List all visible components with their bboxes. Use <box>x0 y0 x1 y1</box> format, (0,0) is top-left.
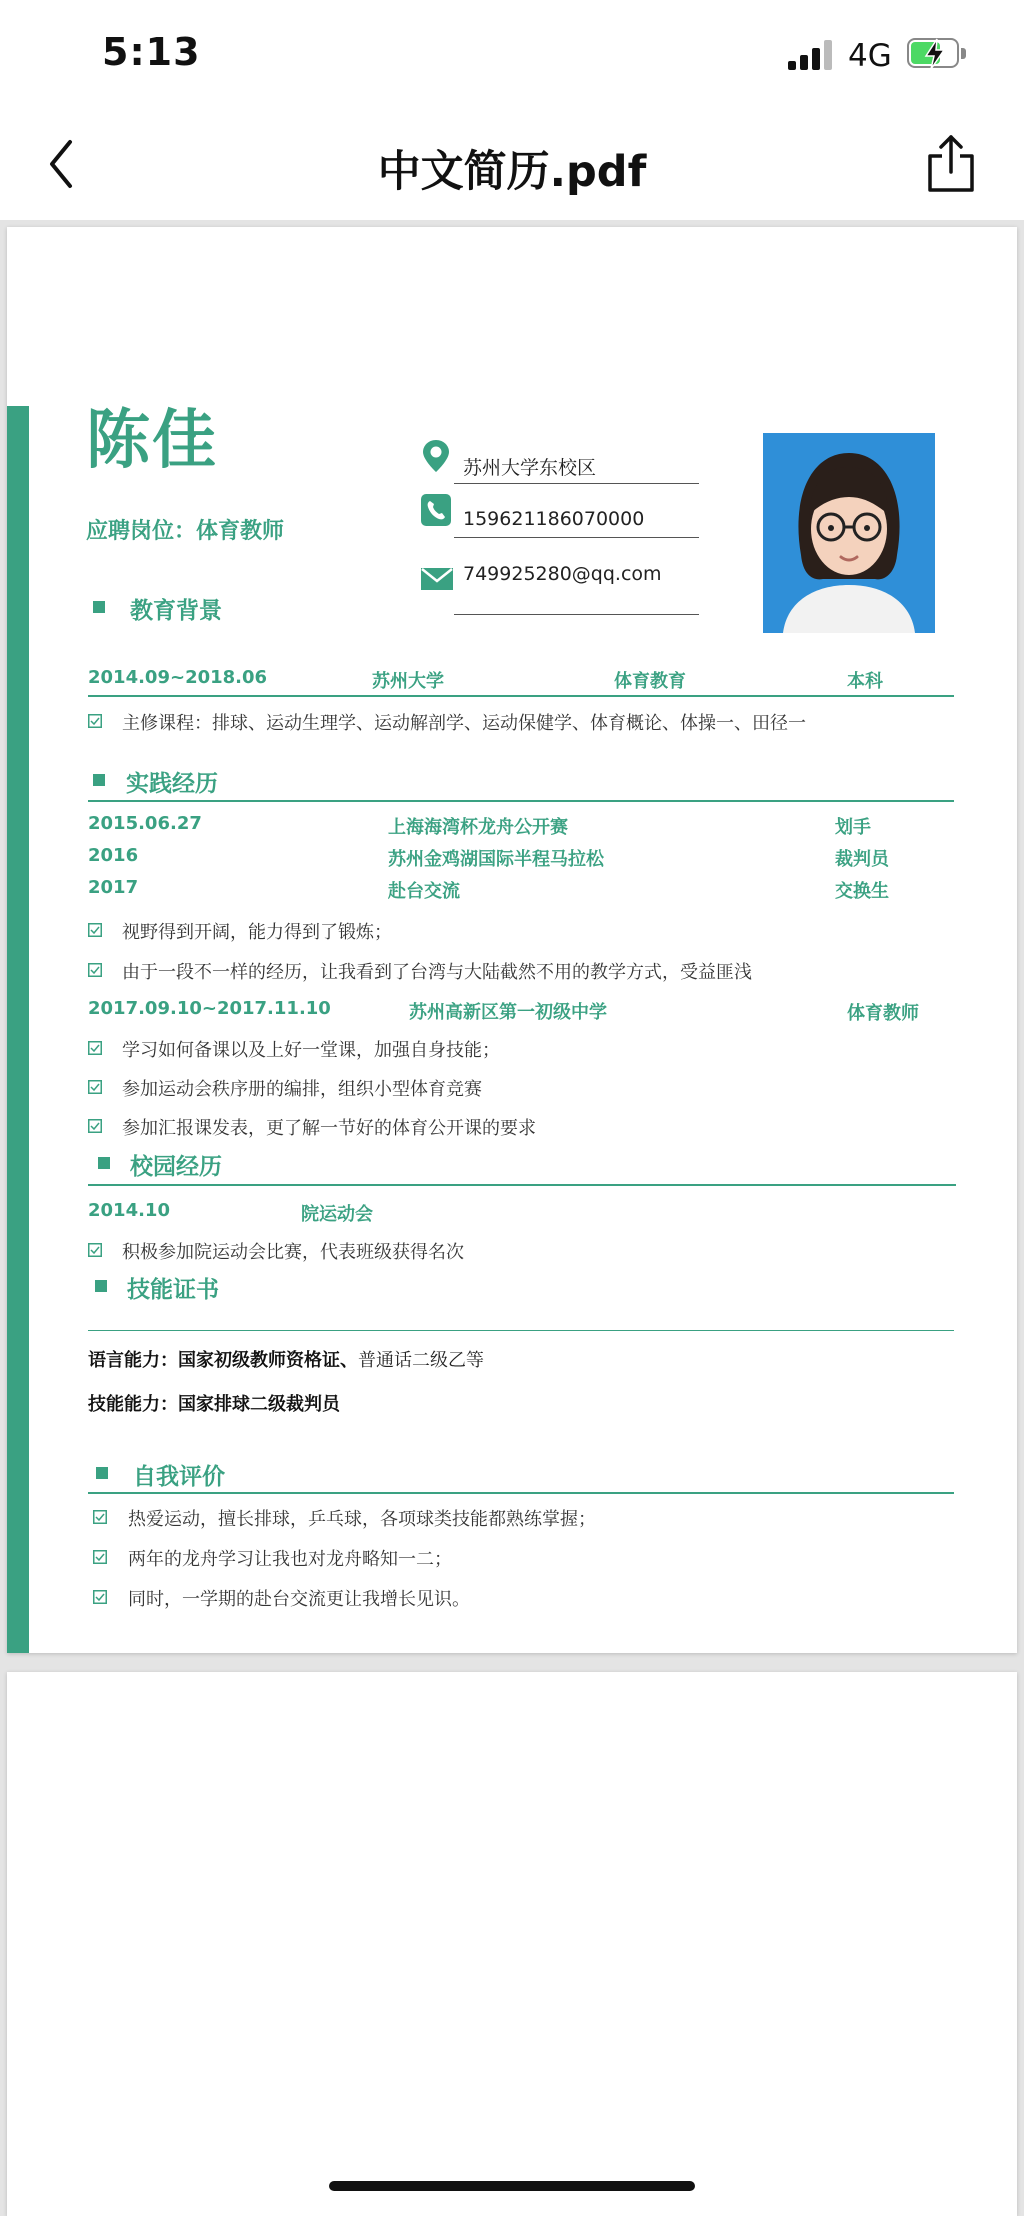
teaching-bullet-3: 参加汇报课发表，更了解一节好的体育公开课的要求 <box>122 1118 536 1139</box>
address-text: 苏州大学东校区 <box>463 457 597 479</box>
practice-date-2: 2016 <box>88 845 139 866</box>
pdf-page-1 <box>7 227 1017 1653</box>
section-marker <box>93 601 105 613</box>
skill-label: 技能能力： <box>88 1394 178 1415</box>
self-eval-title: 自我评价 <box>133 1464 225 1490</box>
education-degree: 本科 <box>847 671 883 692</box>
language-label: 语言能力： <box>88 1350 178 1371</box>
campus-date: 2014.10 <box>88 1200 170 1221</box>
job-position: 应聘岗位：体育教师 <box>86 519 285 544</box>
campus-title: 校园经历 <box>130 1154 222 1180</box>
practice-date-1: 2015.06.27 <box>88 813 202 834</box>
section-marker <box>98 1157 110 1169</box>
education-period: 2014.09~2018.06 <box>88 667 268 688</box>
language-cert: 国家初级教师资格证、 <box>178 1350 358 1371</box>
checkbox-icon <box>88 1119 102 1133</box>
practice-bullet-2: 由于一段不一样的经历，让我看到了台湾与大陆截然不用的教学方式，受益匪浅 <box>122 962 752 983</box>
accent-sidebar <box>7 406 29 1653</box>
self-eval-bullet-3: 同时，一学期的赴台交流更让我增长见识。 <box>128 1589 470 1610</box>
teaching-role: 体育教师 <box>847 1003 919 1024</box>
checkbox-icon <box>88 714 102 728</box>
email-text: 749925280@qq.com <box>463 563 662 585</box>
address-underline <box>454 483 699 484</box>
education-courses: 主修课程：排球、运动生理学、运动解剖学、运动保健学、体育概论、体操一、田径一 <box>122 713 806 734</box>
teaching-date: 2017.09.10~2017.11.10 <box>88 998 331 1019</box>
network-type: 4G <box>848 38 892 74</box>
self-eval-bullet-2: 两年的龙舟学习让我也对龙舟略知一二； <box>128 1549 452 1570</box>
checkbox-icon <box>88 963 102 977</box>
checkbox-icon <box>88 1080 102 1094</box>
education-title: 教育背景 <box>130 598 222 624</box>
practice-date-3: 2017 <box>88 877 139 898</box>
status-bar <box>0 0 1024 110</box>
phone-underline <box>454 537 699 538</box>
candidate-name: 陈佳 <box>86 404 218 478</box>
teaching-school: 苏州高新区第一初级中学 <box>409 1002 607 1023</box>
section-marker <box>95 1280 107 1292</box>
document-title: 中文简历.pdf <box>377 147 647 197</box>
practice-event-1: 上海海湾杯龙舟公开赛 <box>388 817 568 838</box>
pdf-viewer[interactable] <box>0 220 1024 2216</box>
checkbox-icon <box>93 1550 107 1564</box>
section-marker <box>96 1467 108 1479</box>
practice-role-1: 划手 <box>835 817 871 838</box>
practice-role-2: 裁判员 <box>835 849 889 870</box>
pdf-page-2 <box>7 1672 1017 2216</box>
skill-cert: 国家排球二级裁判员 <box>178 1394 340 1415</box>
practice-divider <box>88 800 954 802</box>
technical-skill <box>88 1390 340 1416</box>
profile-photo <box>763 433 935 633</box>
checkbox-icon <box>93 1510 107 1524</box>
section-marker <box>93 774 105 786</box>
language-skill <box>88 1346 484 1372</box>
self-eval-bullet-1: 热爱运动，擅长排球，乒乓球，各项球类技能都熟练掌握； <box>128 1509 596 1530</box>
self-eval-divider <box>88 1492 954 1494</box>
education-school: 苏州大学 <box>372 671 444 692</box>
practice-bullet-1: 视野得到开阔，能力得到了锻炼； <box>122 922 392 943</box>
signal-strength-icon <box>788 40 834 70</box>
battery-charging-icon <box>907 38 965 70</box>
campus-bullet: 积极参加院运动会比赛，代表班级获得名次 <box>122 1242 464 1263</box>
share-icon <box>924 134 978 194</box>
home-indicator[interactable] <box>329 2181 695 2191</box>
phone-text: 15962118607000​0 <box>463 508 645 530</box>
practice-event-3: 赴台交流 <box>388 881 460 902</box>
skills-divider <box>88 1330 954 1331</box>
status-time: 5:13 <box>102 30 201 74</box>
skills-title: 技能证书 <box>127 1277 219 1303</box>
checkbox-icon <box>93 1590 107 1604</box>
mail-icon <box>420 567 454 591</box>
navigation-bar <box>0 110 1024 220</box>
phone-icon <box>420 493 452 527</box>
education-divider <box>88 695 954 697</box>
language-level: 普通话二级乙等 <box>358 1350 484 1371</box>
teaching-bullet-2: 参加运动会秩序册的编排，组织小型体育竞赛 <box>122 1079 482 1100</box>
practice-title: 实践经历 <box>126 771 218 797</box>
share-button[interactable] <box>924 134 978 194</box>
checkbox-icon <box>88 1243 102 1257</box>
practice-event-2: 苏州金鸡湖国际半程马拉松 <box>388 849 604 870</box>
email-underline <box>454 614 699 615</box>
checkbox-icon <box>88 923 102 937</box>
education-major: 体育教育 <box>614 671 686 692</box>
campus-event: 院运动会 <box>301 1204 373 1225</box>
campus-divider <box>88 1184 956 1186</box>
teaching-bullet-1: 学习如何备课以及上好一堂课，加强自身技能； <box>122 1040 500 1061</box>
location-pin-icon <box>420 438 452 474</box>
practice-role-3: 交换生 <box>835 881 889 902</box>
checkbox-icon <box>88 1041 102 1055</box>
